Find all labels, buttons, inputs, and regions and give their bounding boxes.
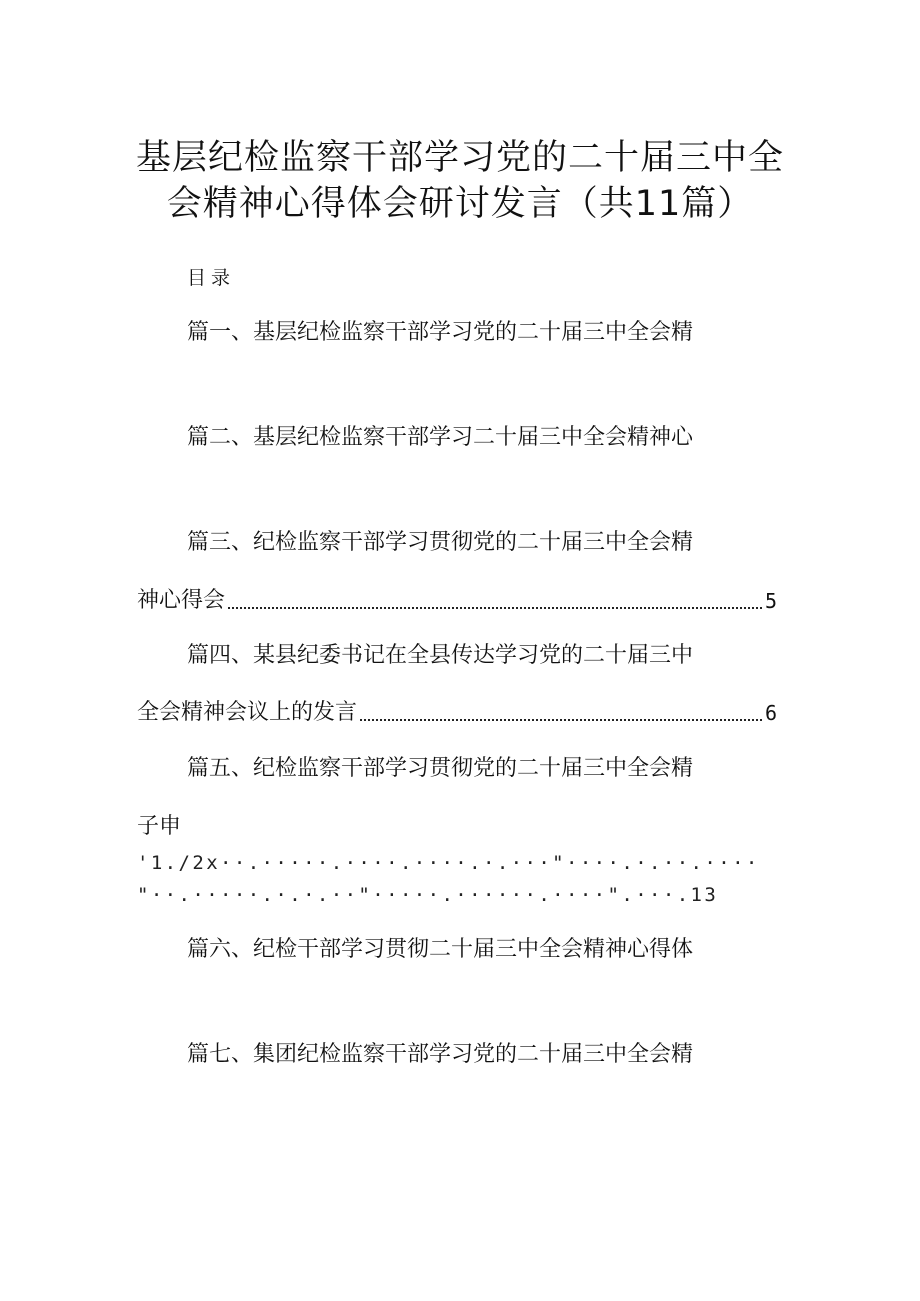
toc-entry-5-cont-text: 子申 [137, 814, 182, 839]
document-title-line-2: 会精神心得体会研讨发言（共11篇） [166, 184, 754, 224]
toc-entry-5[interactable]: 篇五、纪检监察干部学习贯彻党的二十届三中全会精 [187, 756, 694, 781]
toc-entry-3-continuation[interactable] [137, 586, 777, 616]
toc-entry-4-page-number: 6 [764, 701, 777, 725]
dot-leader [360, 719, 762, 721]
toc-entry-1[interactable]: 篇一、基层纪检监察干部学习党的二十届三中全会精 [187, 320, 694, 345]
toc-heading: 目录 [187, 267, 236, 289]
toc-entry-3-cont-text: 神心得会 [137, 588, 226, 613]
document-title-line-1: 基层纪检监察干部学习党的二十届三中全 [135, 138, 784, 178]
dot-leader [228, 607, 762, 609]
toc-entry-7[interactable]: 篇七、集团纪检监察干部学习党的二十届三中全会精 [187, 1042, 694, 1067]
toc-entry-2[interactable]: 篇二、基层纪检监察干部学习二十届三中全会精神心 [187, 425, 694, 450]
toc-entry-4-continuation[interactable] [137, 698, 777, 728]
toc-entry-5-garbled-line-1: '1./2x··.·····.····.····.·.···"····.·.··.···· [137, 852, 760, 874]
toc-entry-5-garbled-line-2: "··.·····.·.·.··"·····.······.····".···.13 [137, 884, 719, 906]
toc-entry-6[interactable]: 篇六、纪检干部学习贯彻二十届三中全会精神心得体 [187, 937, 694, 962]
toc-entry-4-cont-text: 全会精神会议上的发言 [137, 700, 358, 725]
toc-entry-4[interactable]: 篇四、某县纪委书记在全县传达学习党的二十届三中 [187, 643, 694, 668]
toc-entry-3-page-number: 5 [764, 589, 777, 613]
toc-entry-3[interactable]: 篇三、纪检监察干部学习贯彻党的二十届三中全会精 [187, 530, 694, 555]
